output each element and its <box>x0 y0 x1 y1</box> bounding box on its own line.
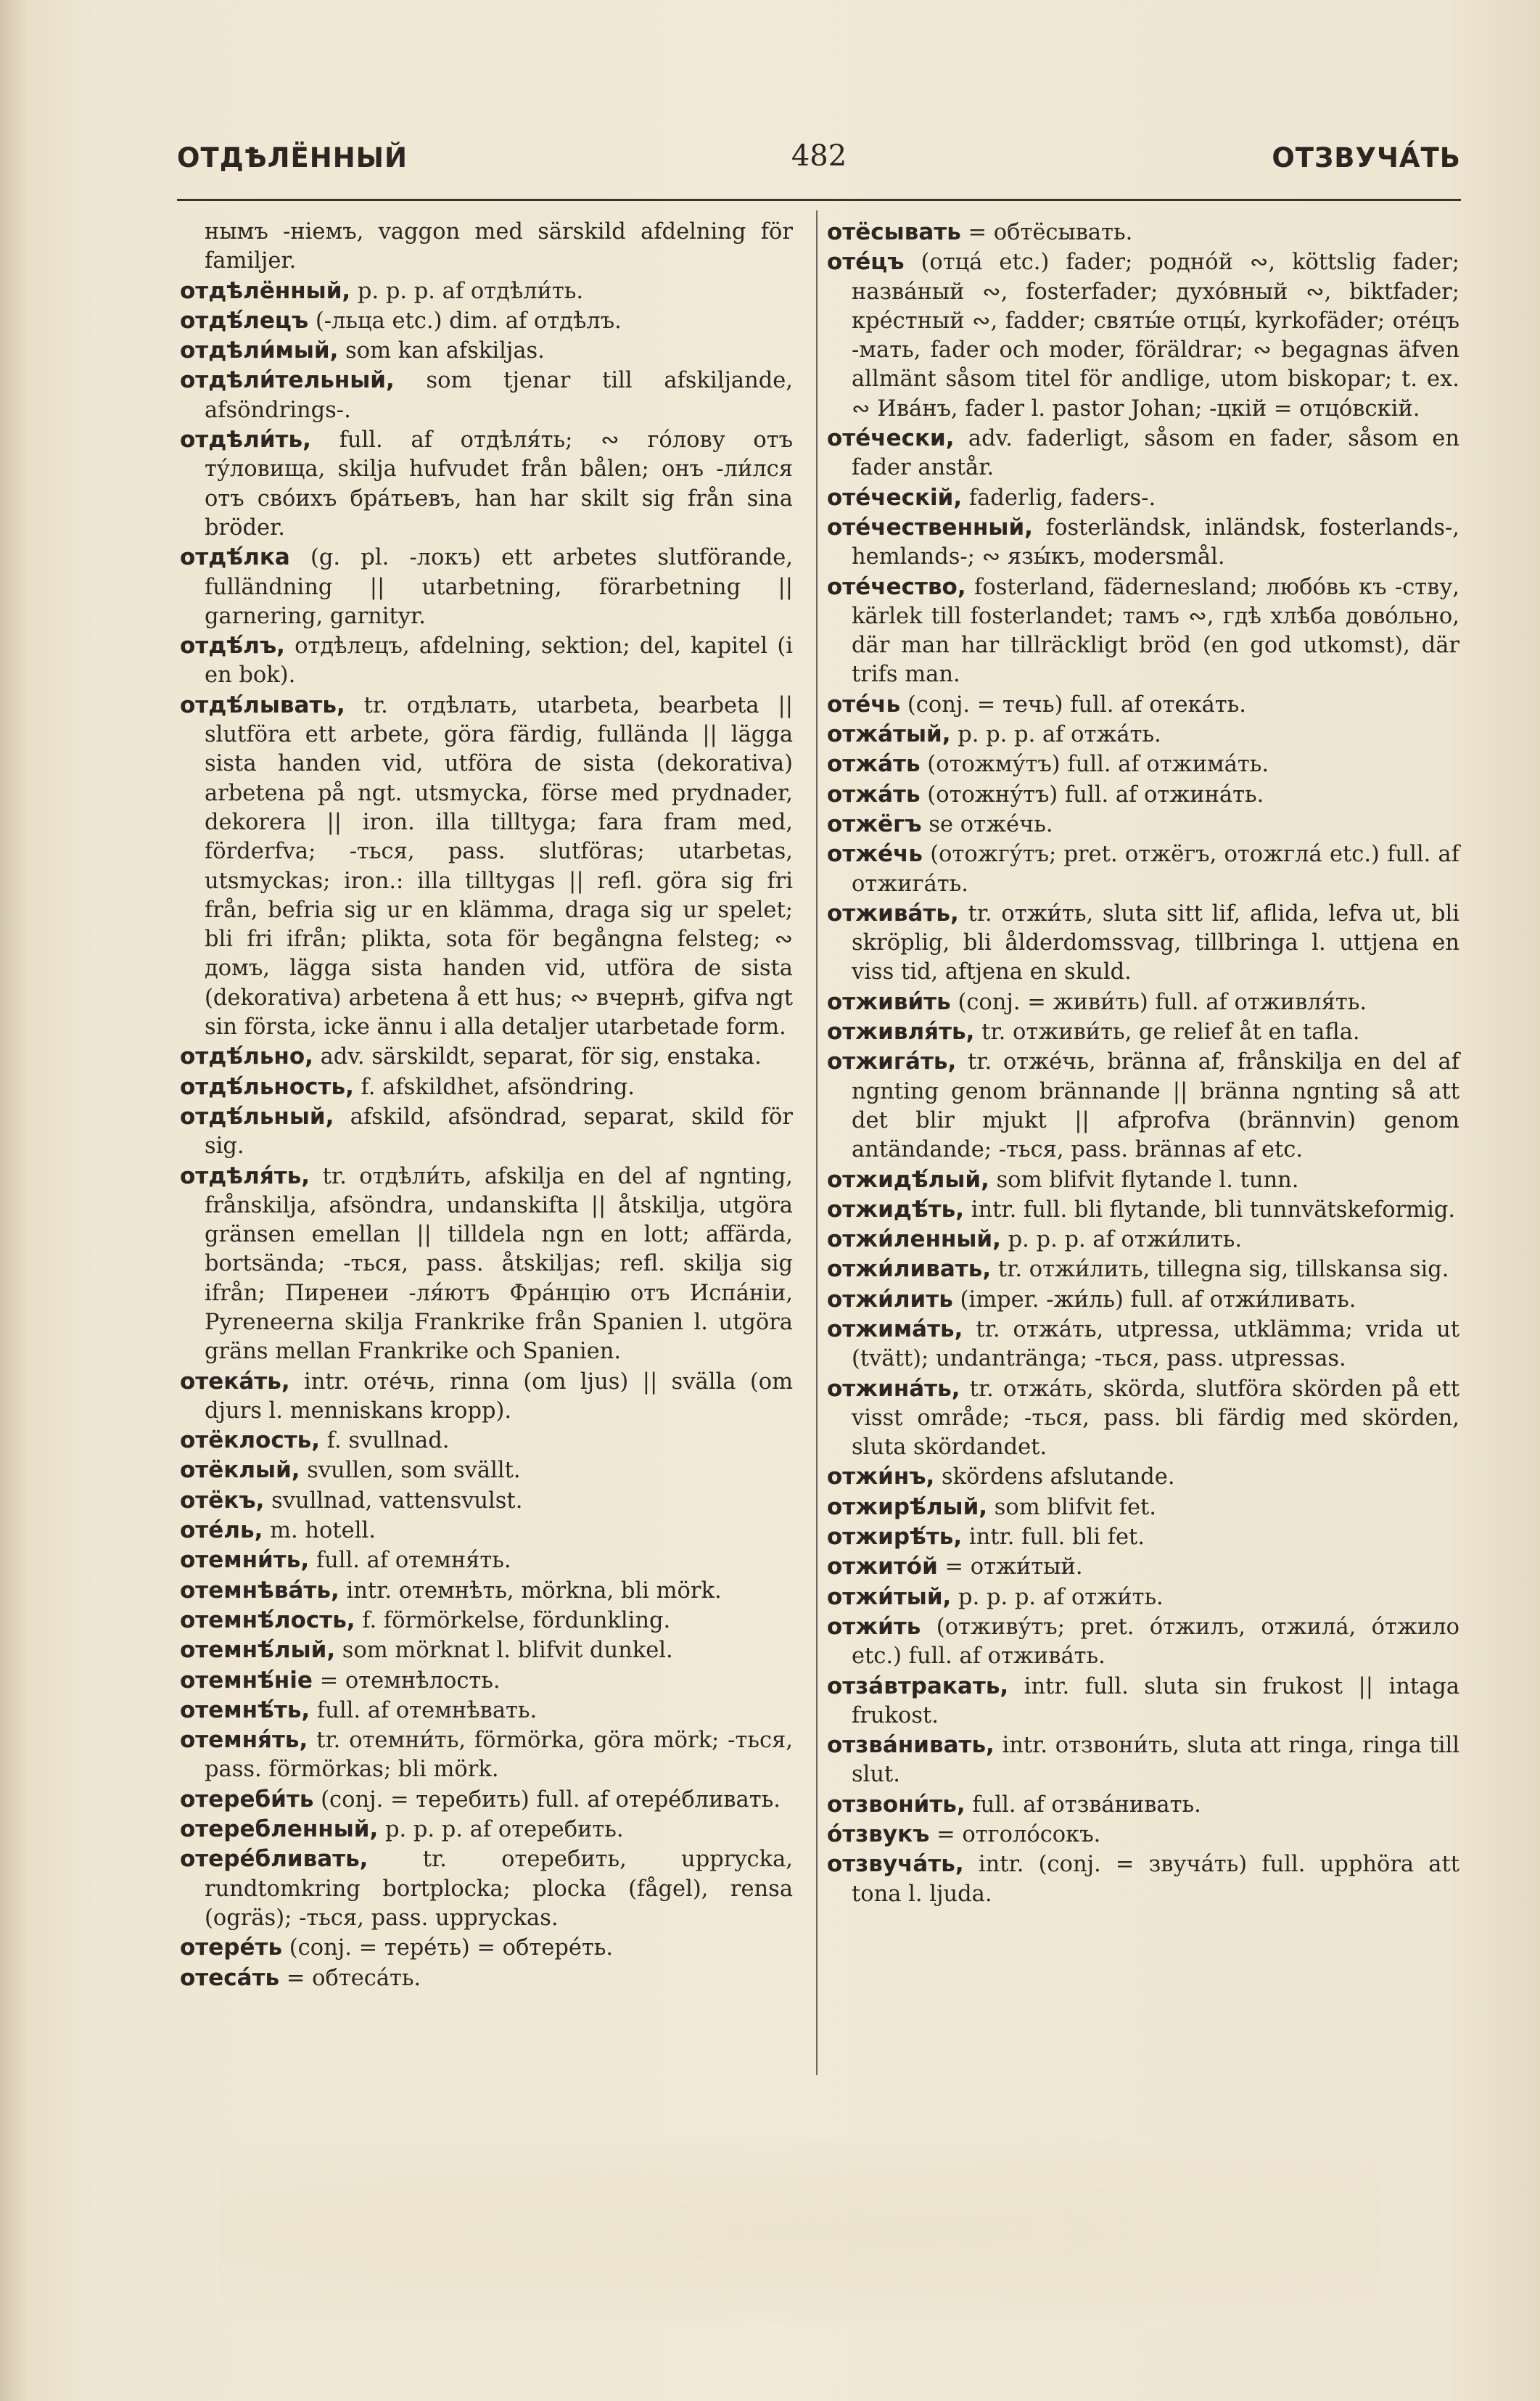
entry-headword: отдѣ́льно, <box>180 1043 313 1070</box>
entry-headword: отеса́ть <box>180 1964 280 1991</box>
dictionary-entry <box>180 1815 793 1844</box>
entry-headword: отдѣля́ть, <box>180 1162 310 1189</box>
entry-definition: p. p. p. af отеребить. <box>378 1817 624 1843</box>
entry-definition: p. p. p. af отжи́ть. <box>951 1584 1164 1610</box>
dictionary-entry <box>180 1072 793 1102</box>
entry-definition: tr. отживи́ть, ge relief åt en tafla. <box>974 1019 1360 1046</box>
entry-headword: отжидѣ́лый, <box>827 1166 989 1193</box>
entry-definition: intr. отемнѣть, mörkna, bli mörk. <box>339 1577 722 1604</box>
entry-definition: faderlig, faders-. <box>962 485 1156 511</box>
entry-headword: отжи́ть <box>827 1613 921 1640</box>
dictionary-entry <box>827 1672 1459 1731</box>
dictionary-entry <box>827 840 1459 899</box>
entry-definition: tr. отемни́ть, förmörka, göra mörk; -ться, pass. förmörkas; bli mörk. <box>205 1728 793 1783</box>
dictionary-entry <box>827 1820 1459 1850</box>
entry-definition: f. svullnad. <box>320 1428 450 1454</box>
entry-definition: full. af отемнѣвать. <box>310 1697 538 1723</box>
entry-definition: (g. pl. -локъ) ett arbetes slutförande, fulländning || utarbetning, förarbetning || garnering, garnityr. <box>205 545 793 629</box>
entry-headword: отдѣлённый, <box>180 277 351 304</box>
entry-definition: (отожгу́тъ; pret. отжёгъ, отожгла́ etc.) full. af отжига́ть. <box>852 842 1459 897</box>
entry-definition: fosterland, fädernesland; любо́вь къ -ству, kärlek till fosterlandet; тамъ ∾, гдѣ хлѣба дово́льно, där man har tillräckligt bröd (en god utkomst), där trifs man. <box>852 574 1459 688</box>
entry-definition: se отже́чь. <box>921 811 1053 837</box>
dictionary-entry <box>827 1047 1459 1165</box>
dictionary-entry <box>180 1785 793 1815</box>
dictionary-entry <box>180 1546 793 1575</box>
dictionary-entry <box>180 1486 793 1516</box>
entry-definition: tr. отжи́ть, sluta sitt lif, aflida, lefva ut, bli skröplig, bli ålderdomssvag, tillbringa l. uttjena en viss tid, aftjena en skuld. <box>852 900 1459 985</box>
header-rule <box>177 199 1461 201</box>
entry-headword: о́тзвукъ <box>827 1821 930 1848</box>
entry-definition: tr. отжа́ть, utpressa, utklämma; vrida ut (tvätt); undantränga; -ться, pass. utpressas. <box>852 1316 1459 1372</box>
entry-definition: skördens afslutande. <box>934 1464 1175 1490</box>
entry-definition: tr. отжи́лить, tillegna sig, tillskansa sig. <box>991 1257 1449 1283</box>
entry-headword: оте́чество, <box>827 573 966 600</box>
page-number: 482 <box>791 139 847 173</box>
dictionary-entry <box>180 336 793 366</box>
entry-headword: отемнѣ́ніе <box>180 1667 313 1694</box>
entry-definition: p. p. p. af отжа́ть. <box>950 722 1161 748</box>
entry-definition: p. p. p. af отжи́лить. <box>1000 1227 1243 1253</box>
entry-headword: отёклость, <box>180 1427 321 1454</box>
entry-headword: отживля́ть, <box>827 1019 975 1046</box>
dictionary-entry <box>827 218 1459 247</box>
dictionary-entry <box>180 1963 793 1993</box>
entry-definition: full. af отемня́ть. <box>309 1548 511 1574</box>
entry-headword: отжига́ть, <box>827 1048 957 1075</box>
entry-definition: tr. отжа́ть, skörda, slutföra skörden på ett visst område; -ться, pass. bli färdig med skörden, sluta skördandet. <box>852 1376 1459 1461</box>
dictionary-entry <box>180 1696 793 1725</box>
dictionary-entry <box>827 483 1459 513</box>
entry-headword: отемнѣва́ть, <box>180 1577 339 1604</box>
entry-headword: отжа́ть <box>827 751 921 778</box>
dictionary-entry <box>827 1583 1459 1612</box>
entry-headword: отже́чь <box>827 841 923 868</box>
left-column <box>180 218 793 1993</box>
dictionary-entry <box>180 306 793 336</box>
entry-definition: (отживу́тъ; pret. о́тжилъ, отжила́, о́тжило etc.) full. af отжива́ть. <box>852 1614 1459 1670</box>
entry-headword: отека́ть, <box>180 1368 290 1395</box>
entry-headword: отжина́ть, <box>827 1375 960 1402</box>
entry-definition: full. af отзва́нивать. <box>965 1791 1201 1818</box>
dictionary-entry <box>827 750 1459 779</box>
entry-headword: отжирѣ́ть, <box>827 1524 963 1551</box>
entry-headword: отёклый, <box>180 1457 300 1484</box>
running-head-left: ОТДѢЛЁННЫЙ <box>177 142 408 173</box>
entry-headword: отживи́ть <box>827 988 951 1015</box>
dictionary-entry <box>827 1315 1459 1374</box>
entry-headword: отдѣ́льный, <box>180 1103 334 1130</box>
right-column <box>827 218 1459 1909</box>
entry-definition: f. afskildhet, afsöndring. <box>353 1074 635 1100</box>
entry-definition: full. af отдѣля́ть; ∾ го́лову отъ ту́ловища, skilja hufvudet från bålen; онъ -ли́лся отъ сво́ихъ бра́тьевъ, han har skilt sig från sina bröder. <box>205 427 793 541</box>
dictionary-entry <box>827 1731 1459 1790</box>
entry-headword: оте́чественный, <box>827 514 1033 541</box>
entry-headword: отжи́лить <box>827 1286 953 1313</box>
entry-definition: intr. full. sluta sin frukost || intaga frukost. <box>852 1673 1459 1728</box>
entry-headword: отжидѣ́ть, <box>827 1196 965 1223</box>
entry-headword: отзвони́ть, <box>827 1791 965 1818</box>
dictionary-entry <box>827 1790 1459 1820</box>
dictionary-entry <box>180 1606 793 1635</box>
dictionary-entry <box>827 1850 1459 1909</box>
entry-headword: отере́бливать, <box>180 1846 368 1873</box>
dictionary-entry <box>180 1456 793 1485</box>
dictionary-entry <box>180 691 793 1043</box>
entry-headword: отжа́тый, <box>827 721 951 748</box>
entry-definition: svullnad, vattensvulst. <box>264 1487 523 1514</box>
entry-headword: отемнѣ́ть, <box>180 1696 310 1723</box>
running-head-right: ОТЗВУЧА́ТЬ <box>1272 142 1461 173</box>
entry-definition: tr. отже́чь, bränna af, frånskilja en del af ngnting genom brännande || bränna ngnting så att det blir mjukt || afprofva (brännvin) genom antändande; -ться, pass. brännas af etc. <box>852 1049 1459 1163</box>
dictionary-entry <box>180 1426 793 1456</box>
dictionary-entry <box>180 543 793 631</box>
dictionary-entry <box>827 1612 1459 1672</box>
entry-definition: нымъ -ніемъ, vaggon med särskild afdelning för familjer. <box>205 219 793 274</box>
dictionary-entry <box>827 424 1459 483</box>
entry-definition: = отемнѣлость. <box>312 1667 501 1694</box>
dictionary-entry <box>827 810 1459 840</box>
entry-headword: отемнѣ́лость, <box>180 1606 355 1633</box>
entry-definition: som blifvit flytande l. tunn. <box>989 1167 1299 1193</box>
entry-definition: afskild, afsöndrad, separat, skild för sig. <box>205 1104 793 1160</box>
entry-headword: отжи́тый, <box>827 1583 952 1610</box>
dictionary-entry <box>180 1844 793 1933</box>
entry-definition: intr. full. bli flytande, bli tunnvätskeformig. <box>964 1197 1456 1223</box>
entry-definition: adv. faderligt, såsom en fader, såsom en fader anstår. <box>852 426 1459 481</box>
dictionary-entry <box>827 1195 1459 1225</box>
entry-definition: (conj. = живи́ть) full. af отживля́ть. <box>950 989 1367 1015</box>
dictionary-entry <box>827 899 1459 988</box>
entry-definition: svullen, som svällt. <box>300 1458 521 1484</box>
dictionary-entry <box>827 572 1459 690</box>
dictionary-entry <box>180 1516 793 1546</box>
entry-headword: отемни́ть, <box>180 1547 310 1574</box>
dictionary-entry <box>180 631 793 691</box>
entry-headword: отза́втракать, <box>827 1673 1009 1699</box>
dictionary-entry <box>827 1462 1459 1492</box>
entry-headword: отжима́ть, <box>827 1316 963 1342</box>
entry-headword: оте́цъ <box>827 249 905 276</box>
entry-headword: оте́чески, <box>827 425 955 452</box>
entry-definition: som mörknat l. blifvit dunkel. <box>335 1638 673 1664</box>
dictionary-entry <box>827 1493 1459 1522</box>
dictionary-entry <box>180 276 793 306</box>
entry-definition: (отожну́тъ) full. af отжина́ть. <box>920 781 1264 808</box>
entry-definition: (conj. = тере́ть) = обтере́ть. <box>282 1935 614 1961</box>
entry-definition: m. hotell. <box>263 1518 376 1544</box>
entry-headword: отзвуча́ть, <box>827 1851 964 1878</box>
entry-headword: отдѣ́лъ, <box>180 633 285 660</box>
dictionary-entry <box>180 1576 793 1606</box>
entry-headword: отдѣ́льность, <box>180 1073 354 1100</box>
entry-definition: tr. отеребить, uppryckа, rundtomkring bortplocka; plocka (fågel), rensa (ogräs); -ться, pass. uppryckas. <box>205 1847 793 1931</box>
entry-definition: fosterländsk, inländsk, fosterlands-, hemlands-; ∾ язы́къ, modersmål. <box>852 514 1459 570</box>
dictionary-entry <box>180 1102 793 1162</box>
entry-definition: = обтёсывать. <box>960 220 1133 245</box>
dictionary-entry <box>827 720 1459 750</box>
entry-definition: intr. оте́чь, rinna (om ljus) || svälla (om djurs l. menniskans kropp). <box>205 1368 793 1424</box>
entry-definition: (отца́ etc.) fader; родно́й ∾, köttslig fader; назва́ный ∾, fosterfader; духо́вный ∾, biktfader; кре́стный ∾, fadder; святы́е отцы́, kyrkofäder; оте́цъ -мать, fader och moder, föräldrar; ∾ begagnas äfven allmänt såsom titel för andlige, utom biskopar; t. ex. ∾ Ива́нъ, fader l. pastor Johan; -цкій = отцо́вскій. <box>852 250 1459 422</box>
entry-definition: intr. (conj. = звуча́ть) full. upphöra att tona l. ljuda. <box>852 1852 1459 1907</box>
entry-definition: som blifvit fet. <box>987 1494 1156 1520</box>
entry-headword: отёсывать <box>827 219 961 245</box>
entry-headword: отдѣ́лка <box>180 544 290 571</box>
entry-headword: отжива́ть, <box>827 900 959 927</box>
entry-definition: = отголо́сокъ. <box>929 1822 1101 1848</box>
entry-definition: som tjenar till afskiljande, afsöndrings-. <box>205 368 793 423</box>
page-edge-shadow <box>0 0 29 2401</box>
entry-headword: отёкъ, <box>180 1487 265 1514</box>
entry-definition: (отожму́тъ) full. af отжима́ть. <box>920 752 1269 778</box>
dictionary-entry <box>180 1042 793 1072</box>
dictionary-entry <box>180 1933 793 1963</box>
entry-headword: оте́ль, <box>180 1517 263 1544</box>
entry-headword: отдѣли́мый, <box>180 337 339 364</box>
entry-headword: отеребленный, <box>180 1816 379 1843</box>
dictionary-entry <box>180 1367 793 1427</box>
entry-headword: оте́ческій, <box>827 484 963 511</box>
dictionary-entry <box>180 1725 793 1785</box>
entry-headword: отжи́ленный, <box>827 1226 1001 1253</box>
entry-definition: tr. отдѣли́ть, afskilja en del af ngnting, frånskilja, afsöndra, undanskifta || åtskilja, utgöra gränsen emellan || tilldela ngn en lott; affärda, bortsända; -ться, pass. åtskiljas; refl. skilja sig ifrån; Пиренеи -ля́ютъ Фра́нцію отъ Испа́ніи, Pyreneerna skilja Frankrike från Spanien l. utgöra gräns mellan Frankrike och Spanien. <box>205 1163 793 1365</box>
dictionary-entry <box>827 1374 1459 1463</box>
entry-headword: отжёгъ <box>827 810 922 837</box>
entry-definition: intr. отзвони́ть, sluta att ringa, ringa till slut. <box>852 1733 1459 1788</box>
dictionary-entry <box>827 988 1459 1017</box>
paper-tone <box>218 2141 1378 2322</box>
entry-headword: отемнѣ́лый, <box>180 1637 336 1664</box>
dictionary-entry <box>827 1017 1459 1047</box>
entry-definition: som kan afskiljas. <box>338 338 545 364</box>
dictionary-entry <box>180 1162 793 1367</box>
entry-headword: отдѣ́лецъ <box>180 307 309 334</box>
entry-definition: = обтеса́ть. <box>279 1965 421 1991</box>
running-head <box>177 139 1461 186</box>
entry-definition: (conj. = теребить) full. af отере́бливать. <box>313 1786 781 1813</box>
entry-definition: = отжи́тый. <box>937 1554 1083 1580</box>
dictionary-entry <box>827 247 1459 424</box>
dictionary-entry <box>827 513 1459 572</box>
entry-definition: (conj. = течь) full. af отека́ть. <box>900 691 1246 718</box>
dictionary-entry <box>180 366 793 425</box>
entry-headword: отдѣ́лывать, <box>180 691 345 718</box>
entry-definition: (-льца etc.) dim. af отдѣлъ. <box>308 308 622 334</box>
entry-headword: оте́чь <box>827 691 901 718</box>
entry-definition: adv. särskildt, separat, för sig, enstaka. <box>313 1044 762 1070</box>
dictionary-entry <box>180 1666 793 1696</box>
entry-headword: отжа́ть <box>827 781 921 808</box>
entry-headword: отзва́нивать, <box>827 1732 995 1759</box>
column-divider <box>816 210 818 2075</box>
dictionary-entry <box>827 1225 1459 1255</box>
entry-headword: отжи́нъ, <box>827 1464 935 1490</box>
entry-headword: отдѣли́тельный, <box>180 367 395 394</box>
entry-definition: p. p. p. af отдѣли́ть. <box>350 278 584 304</box>
dictionary-entry <box>827 1255 1459 1284</box>
entry-headword: отереби́ть <box>180 1786 314 1813</box>
dictionary-entry <box>180 218 793 276</box>
entry-headword: отжи́ливать, <box>827 1256 992 1283</box>
entry-definition: tr. отдѣлать, utarbeta, bearbeta || slutföra ett arbete, göra färdig, fullända || lägga sista handen vid, utföra de sista (dekorativa) arbetena på ngt. utsmycka, förse med prydnader, dekorera || iron. illa tilltyga; fara fram med, förderfva; -ться, pass. slutföras; utarbetas, utsmyckas; iron.: illa tilltygas || refl. göra sig fri från, befria sig ur en klämma, draga sig ur spelet; bli fri ifrån; plikta, sota för begångna felsteg; ∾ домъ, lägga sista handen vid, utföra de sista (dekorativa) arbetena å ett hus; ∾ вчернѣ, gifva ngt sin första, icke ännu i alla detaljer utarbetade form. <box>205 692 793 1041</box>
entry-headword: отжито́й <box>827 1554 938 1580</box>
entry-definition: intr. full. bli fet. <box>962 1524 1145 1551</box>
entry-headword: отемня́ть, <box>180 1727 308 1754</box>
dictionary-entry <box>827 690 1459 720</box>
entry-definition: f. förmörkelse, fördunkling. <box>355 1607 671 1633</box>
dictionary-entry <box>180 1635 793 1665</box>
entry-headword: отере́ть <box>180 1934 283 1961</box>
dictionary-entry <box>827 1552 1459 1582</box>
entry-definition: отдѣлецъ, afdelning, sektion; del, kapitel (i en bok). <box>205 633 793 689</box>
entry-definition: (imper. -жи́ль) full. af отжи́ливать. <box>952 1286 1356 1313</box>
dictionary-entry <box>827 1522 1459 1552</box>
dictionary-entry <box>827 780 1459 810</box>
dictionary-entry <box>827 1165 1459 1195</box>
entry-headword: отдѣли́ть, <box>180 427 311 453</box>
dictionary-entry <box>180 425 793 543</box>
entry-headword: отжирѣ́лый, <box>827 1493 988 1520</box>
dictionary-entry <box>827 1285 1459 1315</box>
